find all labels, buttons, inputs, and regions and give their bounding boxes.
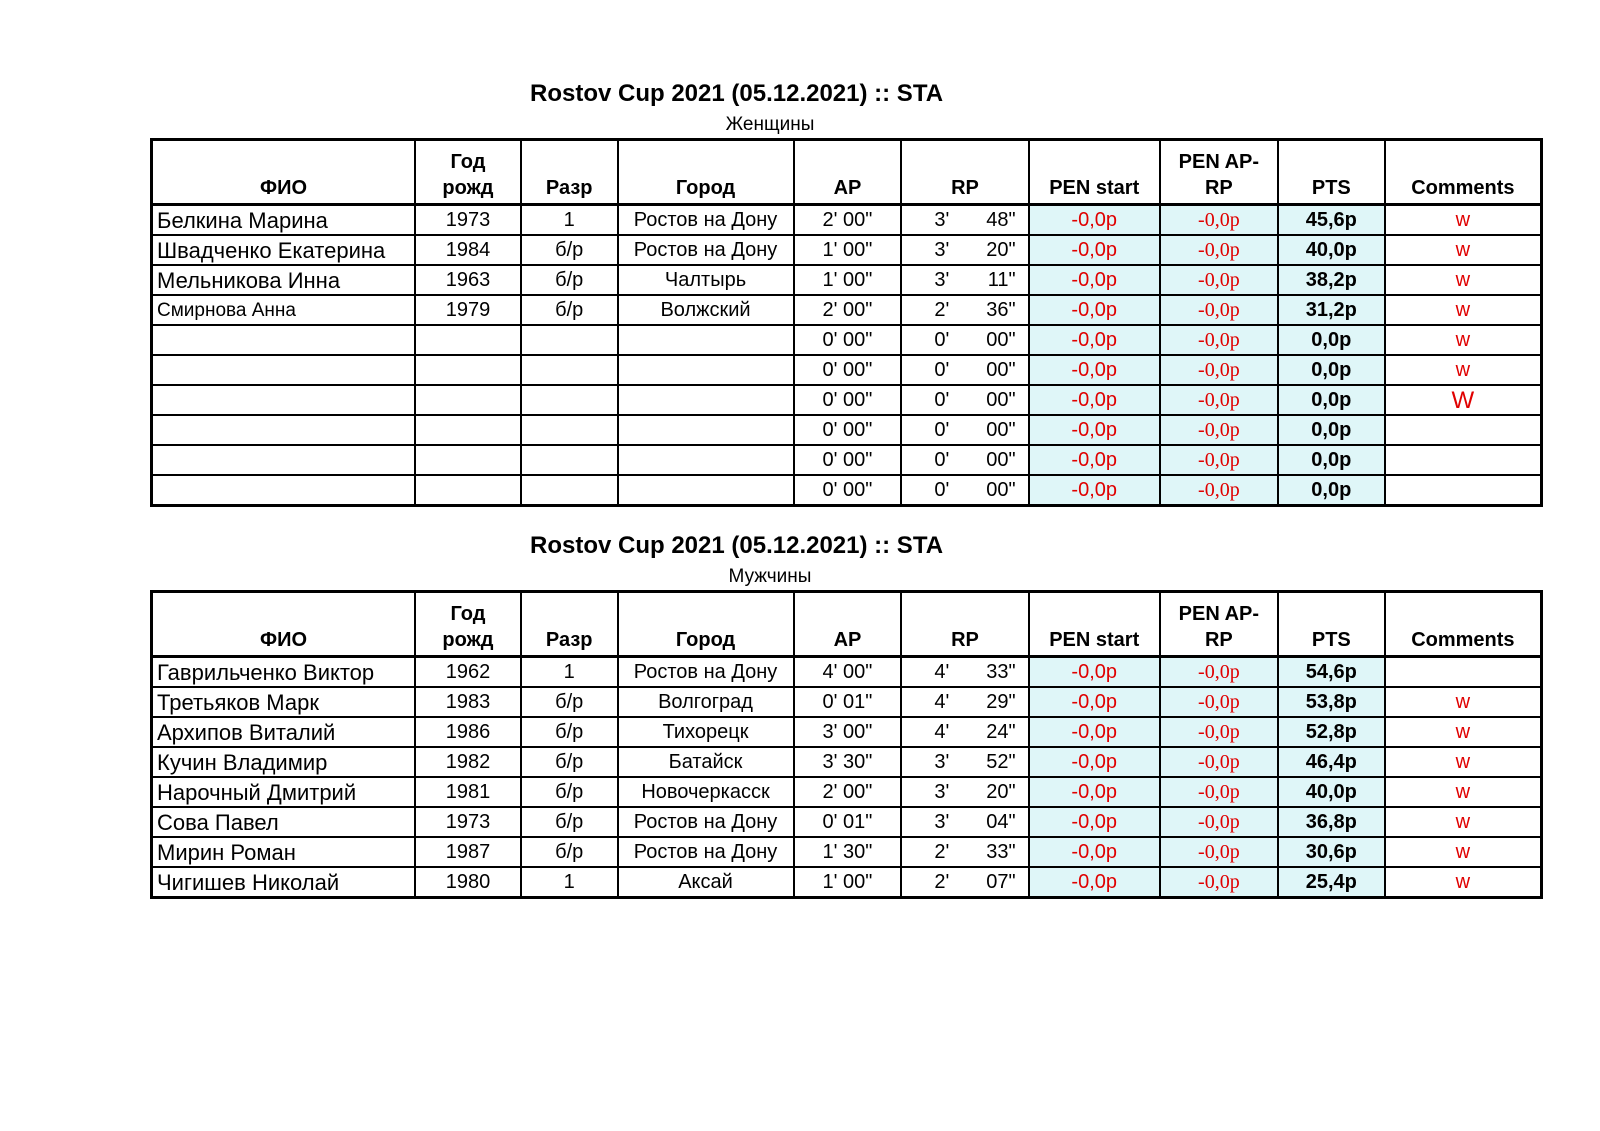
- cell-rp: [901, 385, 1028, 415]
- cell-pts: 40,0р: [1278, 235, 1385, 265]
- men-table-body: [152, 657, 1542, 898]
- cell-rp-sec: 00": [986, 418, 1016, 441]
- cell-city: Ростов на Дону: [618, 837, 794, 867]
- table-row: [152, 777, 1542, 807]
- cell-pen-ap-rp: -0,0р: [1160, 415, 1278, 445]
- cell-year: 1984: [415, 235, 521, 265]
- cell-city: [618, 475, 794, 506]
- cell-pen-ap-rp: -0,0р: [1160, 355, 1278, 385]
- cell-pen-ap-rp: -0,0р: [1160, 385, 1278, 415]
- cell-pen-start: -0,0р: [1029, 325, 1160, 355]
- cell-city: [618, 385, 794, 415]
- cell-rp-sec: 36": [986, 298, 1016, 321]
- table-row: [152, 807, 1542, 837]
- cell-pts: 52,8р: [1278, 717, 1385, 747]
- cell-pen-start: -0,0р: [1029, 265, 1160, 295]
- cell-razr: 1: [521, 657, 618, 688]
- cell-rp-min: 3': [934, 810, 950, 833]
- men-results-table: [150, 590, 1543, 899]
- cell-pts: 54,6р: [1278, 657, 1385, 688]
- cell-ap: 2' 00": [794, 205, 902, 236]
- cell-comment: w: [1385, 717, 1542, 747]
- cell-comment: w: [1385, 355, 1542, 385]
- cell-rp-min: 3': [934, 238, 950, 261]
- cell-rp: [901, 415, 1028, 445]
- cell-pts: 0,0р: [1278, 415, 1385, 445]
- cell-year: 1986: [415, 717, 521, 747]
- cell-comment: w: [1385, 265, 1542, 295]
- cell-ap: 1' 00": [794, 265, 902, 295]
- cell-ap: 0' 00": [794, 475, 902, 506]
- cell-fio: Швадченко Екатерина: [152, 235, 416, 265]
- header-city: Город: [618, 592, 794, 657]
- header-rp: RP: [901, 140, 1028, 205]
- cell-rp: [901, 355, 1028, 385]
- cell-city: Батайск: [618, 747, 794, 777]
- table-row: [152, 867, 1542, 898]
- cell-rp-sec: 00": [986, 358, 1016, 381]
- cell-year: 1982: [415, 747, 521, 777]
- cell-pen-start: -0,0р: [1029, 355, 1160, 385]
- cell-rp: [901, 657, 1028, 688]
- cell-pen-ap-rp: -0,0р: [1160, 265, 1278, 295]
- men-header-row: [152, 592, 1542, 657]
- cell-city: Ростов на Дону: [618, 657, 794, 688]
- cell-fio: [152, 415, 416, 445]
- cell-rp-min: 2': [934, 840, 950, 863]
- cell-comment: [1385, 657, 1542, 688]
- women-results-table: [150, 138, 1543, 507]
- cell-pen-start: -0,0р: [1029, 205, 1160, 236]
- cell-pen-ap-rp: -0,0р: [1160, 235, 1278, 265]
- cell-pen-ap-rp: -0,0р: [1160, 475, 1278, 506]
- cell-year: [415, 445, 521, 475]
- table-row: [152, 205, 1542, 236]
- cell-year: 1979: [415, 295, 521, 325]
- cell-pts: 31,2р: [1278, 295, 1385, 325]
- cell-pen-start: -0,0р: [1029, 717, 1160, 747]
- cell-fio: [152, 385, 416, 415]
- cell-rp-sec: 20": [986, 238, 1016, 261]
- cell-pen-start: -0,0р: [1029, 837, 1160, 867]
- cell-pts: 0,0р: [1278, 475, 1385, 506]
- cell-pts: 25,4р: [1278, 867, 1385, 898]
- cell-fio: Нарочный Дмитрий: [152, 777, 416, 807]
- cell-rp-min: 0': [934, 328, 950, 351]
- header-pts: PTS: [1278, 592, 1385, 657]
- cell-rp-sec: 48": [986, 208, 1016, 231]
- cell-city: [618, 415, 794, 445]
- table-row: [152, 657, 1542, 688]
- cell-rp-min: 0': [934, 358, 950, 381]
- table-row: [152, 355, 1542, 385]
- cell-pen-ap-rp: -0,0р: [1160, 867, 1278, 898]
- cell-pen-start: -0,0р: [1029, 385, 1160, 415]
- cell-rp: [901, 687, 1028, 717]
- cell-year: 1983: [415, 687, 521, 717]
- header-fio: ФИО: [152, 592, 416, 657]
- cell-ap: 1' 00": [794, 867, 902, 898]
- cell-rp-sec: 20": [986, 780, 1016, 803]
- cell-city: Новочеркасск: [618, 777, 794, 807]
- cell-comment: [1385, 415, 1542, 445]
- cell-pen-start: -0,0р: [1029, 445, 1160, 475]
- cell-comment: [1385, 475, 1542, 506]
- cell-ap: 3' 30": [794, 747, 902, 777]
- cell-year: 1963: [415, 265, 521, 295]
- header-pen-ap-rp: PEN AP- RP: [1160, 140, 1278, 205]
- table-row: [152, 415, 1542, 445]
- cell-year: [415, 415, 521, 445]
- header-ap: АР: [794, 592, 902, 657]
- cell-rp-sec: 00": [986, 448, 1016, 471]
- cell-pen-start: -0,0р: [1029, 807, 1160, 837]
- cell-fio: [152, 325, 416, 355]
- women-subtitle: Женщины: [725, 114, 815, 135]
- cell-ap: 1' 30": [794, 837, 902, 867]
- table-row: [152, 295, 1542, 325]
- cell-rp: [901, 205, 1028, 236]
- cell-year: [415, 475, 521, 506]
- cell-comment: [1385, 445, 1542, 475]
- header-city: Город: [618, 140, 794, 205]
- cell-pen-start: -0,0р: [1029, 475, 1160, 506]
- cell-city: Ростов на Дону: [618, 807, 794, 837]
- table-row: [152, 325, 1542, 355]
- cell-pen-ap-rp: -0,0р: [1160, 325, 1278, 355]
- cell-comment: w: [1385, 295, 1542, 325]
- table-row: [152, 475, 1542, 506]
- cell-ap: 0' 00": [794, 415, 902, 445]
- cell-city: Чалтырь: [618, 265, 794, 295]
- cell-comment: w: [1385, 235, 1542, 265]
- cell-comment: w: [1385, 205, 1542, 236]
- cell-year: 1973: [415, 807, 521, 837]
- cell-razr: 1: [521, 205, 618, 236]
- cell-pen-ap-rp: -0,0р: [1160, 807, 1278, 837]
- cell-pts: 38,2р: [1278, 265, 1385, 295]
- cell-razr: б/р: [521, 687, 618, 717]
- cell-pen-start: -0,0р: [1029, 415, 1160, 445]
- women-title: Rostov Cup 2021 (05.12.2021) :: STA: [530, 80, 944, 107]
- cell-city: Волжский: [618, 295, 794, 325]
- cell-rp-sec: 29": [986, 690, 1016, 713]
- cell-city: Волгоград: [618, 687, 794, 717]
- header-razr: Разр: [521, 592, 618, 657]
- cell-rp-sec: 00": [986, 478, 1016, 501]
- cell-year: [415, 355, 521, 385]
- cell-fio: Смирнова Анна: [152, 295, 416, 325]
- cell-pts: 45,6р: [1278, 205, 1385, 236]
- header-rp: RP: [901, 592, 1028, 657]
- cell-rp-min: 4': [934, 720, 950, 743]
- cell-razr: б/р: [521, 807, 618, 837]
- cell-fio: [152, 445, 416, 475]
- table-row: [152, 235, 1542, 265]
- cell-razr: б/р: [521, 747, 618, 777]
- cell-ap: 0' 00": [794, 325, 902, 355]
- cell-pen-ap-rp: -0,0р: [1160, 445, 1278, 475]
- cell-fio: Мирин Роман: [152, 837, 416, 867]
- cell-pts: 30,6р: [1278, 837, 1385, 867]
- cell-fio: Кучин Владимир: [152, 747, 416, 777]
- header-pen-ap-rp: PEN AP- RP: [1160, 592, 1278, 657]
- cell-fio: [152, 355, 416, 385]
- cell-rp-min: 3': [934, 750, 950, 773]
- cell-rp: [901, 265, 1028, 295]
- cell-city: [618, 355, 794, 385]
- cell-city: Ростов на Дону: [618, 205, 794, 236]
- cell-rp: [901, 747, 1028, 777]
- cell-rp-min: 0': [934, 448, 950, 471]
- table-row: [152, 687, 1542, 717]
- cell-rp: [901, 717, 1028, 747]
- cell-rp-min: 3': [934, 268, 950, 291]
- cell-city: Ростов на Дону: [618, 235, 794, 265]
- cell-razr: б/р: [521, 235, 618, 265]
- cell-comment: w: [1385, 687, 1542, 717]
- cell-pen-ap-rp: -0,0р: [1160, 687, 1278, 717]
- cell-pen-ap-rp: -0,0р: [1160, 777, 1278, 807]
- cell-rp: [901, 777, 1028, 807]
- cell-year: 1980: [415, 867, 521, 898]
- table-row: [152, 747, 1542, 777]
- cell-rp-sec: 52": [986, 750, 1016, 773]
- cell-razr: б/р: [521, 295, 618, 325]
- cell-razr: [521, 475, 618, 506]
- cell-razr: 1: [521, 867, 618, 898]
- cell-rp: [901, 475, 1028, 506]
- cell-comment: W: [1385, 385, 1542, 415]
- cell-pen-start: -0,0р: [1029, 777, 1160, 807]
- cell-comment: w: [1385, 747, 1542, 777]
- cell-year: 1987: [415, 837, 521, 867]
- cell-year: 1973: [415, 205, 521, 236]
- cell-ap: 0' 00": [794, 355, 902, 385]
- cell-rp-min: 3': [934, 780, 950, 803]
- cell-ap: 4' 00": [794, 657, 902, 688]
- cell-pen-start: -0,0р: [1029, 687, 1160, 717]
- cell-rp-sec: 11": [987, 268, 1016, 291]
- cell-pen-start: -0,0р: [1029, 747, 1160, 777]
- cell-rp: [901, 837, 1028, 867]
- cell-year: [415, 325, 521, 355]
- cell-pen-ap-rp: -0,0р: [1160, 837, 1278, 867]
- cell-ap: 0' 00": [794, 385, 902, 415]
- cell-pen-start: -0,0р: [1029, 657, 1160, 688]
- cell-rp-sec: 04": [986, 810, 1016, 833]
- cell-pen-ap-rp: -0,0р: [1160, 717, 1278, 747]
- women-header-row: [152, 140, 1542, 205]
- cell-fio: Третьяков Марк: [152, 687, 416, 717]
- cell-razr: б/р: [521, 265, 618, 295]
- men-subtitle: Мужчины: [728, 566, 812, 587]
- table-row: [152, 445, 1542, 475]
- cell-rp-min: 0': [934, 418, 950, 441]
- cell-comment: w: [1385, 777, 1542, 807]
- cell-rp-sec: 24": [986, 720, 1016, 743]
- cell-rp-min: 2': [934, 298, 950, 321]
- men-title: Rostov Cup 2021 (05.12.2021) :: STA: [530, 532, 944, 559]
- cell-rp-min: 4': [934, 660, 950, 683]
- cell-ap: 2' 00": [794, 777, 902, 807]
- cell-fio: Мельникова Инна: [152, 265, 416, 295]
- cell-razr: б/р: [521, 777, 618, 807]
- cell-ap: 0' 00": [794, 445, 902, 475]
- cell-rp-min: 3': [934, 208, 950, 231]
- cell-ap: 2' 00": [794, 295, 902, 325]
- cell-rp: [901, 295, 1028, 325]
- cell-fio: Архипов Виталий: [152, 717, 416, 747]
- cell-rp: [901, 445, 1028, 475]
- women-table-body: [152, 205, 1542, 506]
- cell-razr: [521, 325, 618, 355]
- cell-city: Тихорецк: [618, 717, 794, 747]
- cell-rp-min: 4': [934, 690, 950, 713]
- table-row: [152, 265, 1542, 295]
- cell-pen-start: -0,0р: [1029, 295, 1160, 325]
- header-year: Год рожд: [415, 140, 521, 205]
- cell-pts: 0,0р: [1278, 445, 1385, 475]
- cell-rp-sec: 33": [986, 840, 1016, 863]
- cell-rp-min: 0': [934, 388, 950, 411]
- cell-pen-ap-rp: -0,0р: [1160, 205, 1278, 236]
- cell-pen-ap-rp: -0,0р: [1160, 295, 1278, 325]
- cell-pts: 40,0р: [1278, 777, 1385, 807]
- cell-comment: w: [1385, 807, 1542, 837]
- cell-comment: w: [1385, 867, 1542, 898]
- cell-razr: [521, 355, 618, 385]
- cell-fio: Чигишев Николай: [152, 867, 416, 898]
- cell-fio: Сова Павел: [152, 807, 416, 837]
- cell-city: [618, 325, 794, 355]
- cell-city: [618, 445, 794, 475]
- cell-pen-ap-rp: -0,0р: [1160, 657, 1278, 688]
- cell-ap: 3' 00": [794, 717, 902, 747]
- cell-fio: Белкина Марина: [152, 205, 416, 236]
- cell-city: Аксай: [618, 867, 794, 898]
- cell-year: 1981: [415, 777, 521, 807]
- cell-rp-min: 0': [934, 478, 950, 501]
- cell-pts: 0,0р: [1278, 385, 1385, 415]
- cell-pts: 36,8р: [1278, 807, 1385, 837]
- cell-pts: 0,0р: [1278, 325, 1385, 355]
- cell-ap: 0' 01": [794, 687, 902, 717]
- cell-pts: 0,0р: [1278, 355, 1385, 385]
- cell-razr: б/р: [521, 837, 618, 867]
- cell-rp-sec: 00": [986, 388, 1016, 411]
- header-razr: Разр: [521, 140, 618, 205]
- cell-rp: [901, 867, 1028, 898]
- header-pen-start: PEN start: [1029, 140, 1160, 205]
- cell-year: [415, 385, 521, 415]
- table-row: [152, 837, 1542, 867]
- cell-razr: б/р: [521, 717, 618, 747]
- cell-razr: [521, 445, 618, 475]
- cell-pts: 46,4р: [1278, 747, 1385, 777]
- header-year: Год рожд: [415, 592, 521, 657]
- cell-razr: [521, 385, 618, 415]
- cell-pen-ap-rp: -0,0р: [1160, 747, 1278, 777]
- cell-rp-sec: 33": [986, 660, 1016, 683]
- cell-ap: 0' 01": [794, 807, 902, 837]
- header-comments: Comments: [1385, 592, 1542, 657]
- cell-year: 1962: [415, 657, 521, 688]
- cell-razr: [521, 415, 618, 445]
- cell-rp: [901, 325, 1028, 355]
- header-fio: ФИО: [152, 140, 416, 205]
- header-ap: АР: [794, 140, 902, 205]
- cell-pen-start: -0,0р: [1029, 867, 1160, 898]
- cell-rp: [901, 235, 1028, 265]
- cell-fio: [152, 475, 416, 506]
- cell-rp: [901, 807, 1028, 837]
- table-row: [152, 717, 1542, 747]
- cell-comment: w: [1385, 837, 1542, 867]
- cell-rp-sec: 07": [986, 870, 1016, 893]
- cell-fio: Гаврильченко Виктор: [152, 657, 416, 688]
- header-comments: Comments: [1385, 140, 1542, 205]
- cell-rp-min: 2': [934, 870, 950, 893]
- cell-pen-start: -0,0р: [1029, 235, 1160, 265]
- cell-pts: 53,8р: [1278, 687, 1385, 717]
- cell-rp-sec: 00": [986, 328, 1016, 351]
- header-pen-start: PEN start: [1029, 592, 1160, 657]
- header-pts: PTS: [1278, 140, 1385, 205]
- table-row: [152, 385, 1542, 415]
- cell-comment: w: [1385, 325, 1542, 355]
- cell-ap: 1' 00": [794, 235, 902, 265]
